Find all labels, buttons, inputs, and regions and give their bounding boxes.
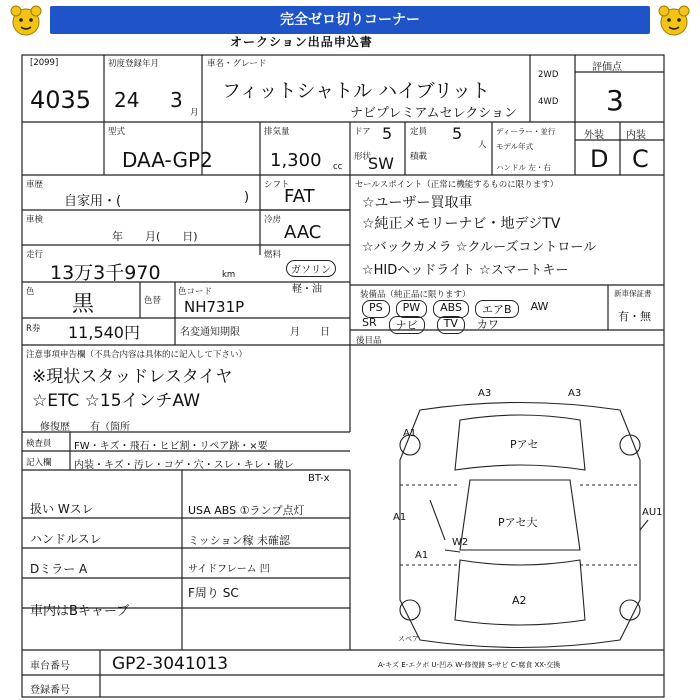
repair-history-label: 修復歴 有（箇所 xyxy=(40,422,130,433)
rear-items-label: 後目品 xyxy=(356,336,382,346)
color-code: NH731P xyxy=(184,298,245,316)
new-warranty-label: 新車保証書 xyxy=(614,289,652,298)
equip-label: 装備品（純正品に限ります） xyxy=(360,290,471,300)
inspector-note-7: ミッション稼 未確認 xyxy=(188,534,291,547)
diagram-mark: A2 xyxy=(512,594,527,607)
inspection-date: 年 月( 日) xyxy=(112,230,198,243)
fuel-gasoline: ガソリン xyxy=(286,260,336,277)
drive-2wd: 2WD xyxy=(538,70,559,80)
fuel-label: 燃料 xyxy=(264,250,282,260)
mileage: 13万3千970 xyxy=(50,262,161,284)
car-grade: ナビプレミアムセレクション xyxy=(350,106,518,121)
displacement-label: 排気量 xyxy=(264,127,290,137)
interior-score: C xyxy=(632,145,649,173)
shift: FAT xyxy=(284,186,315,207)
inspector-label: 検査員 xyxy=(26,439,52,449)
inspector-note-6: USA ABS ①ランプ点灯 xyxy=(188,504,305,517)
interior-label: 内装 xyxy=(626,130,646,141)
inspector-note-9: F周り SC xyxy=(188,586,239,600)
car-name: フィットシャトル ハイブリット xyxy=(222,80,491,102)
check-row-interior: 内装・キズ・汚レ・コゲ・穴・スレ・キレ・破レ xyxy=(74,460,294,471)
inspector-note-8: サイドフレーム 凹 xyxy=(188,564,270,575)
equip-item: エアB xyxy=(475,300,519,318)
ac-label: 冷房 xyxy=(264,215,282,225)
km-unit: km xyxy=(222,270,236,280)
fuel-light-oil: 軽・油 xyxy=(292,284,322,295)
equip-item: PS xyxy=(362,300,390,318)
diagram-mark: AU1 xyxy=(642,507,663,518)
inspector-note-2: ハンドルスレ xyxy=(30,532,102,546)
shape-label: 形状 xyxy=(354,152,372,162)
mileage-label: 走行 xyxy=(26,250,44,260)
shape: SW xyxy=(368,154,394,173)
first-reg-label: 初度登録年月 xyxy=(108,59,160,69)
displacement: 1,300 xyxy=(270,150,322,171)
deadline-value: 月 日 xyxy=(290,327,330,338)
model-label: 型式 xyxy=(108,127,126,137)
first-reg-month: 3 xyxy=(170,88,183,112)
inspector-note-3: Dミラー A xyxy=(30,562,88,576)
ac: AAC xyxy=(284,222,322,243)
banner-title: 完全ゼロ切りコーナー xyxy=(280,12,420,28)
diagram-mark: A1 xyxy=(403,428,417,439)
damage-legend: A-キズ E-エクボ U-凹み W-修復跡 S-サビ C-腐食 XX-交換 xyxy=(378,661,561,669)
capacity: 5 xyxy=(452,124,463,143)
chassis-number: GP2-3041013 xyxy=(112,654,229,674)
equip-item: PW xyxy=(396,300,428,318)
diagram-mark: Pアセ xyxy=(510,438,539,451)
color-change-label: 色替 xyxy=(144,296,162,306)
diagram-mark: スペア xyxy=(398,635,419,643)
sales-point-2: ☆純正メモリーナビ・地デジTV xyxy=(362,216,561,232)
entry-label: 記入欄 xyxy=(26,458,52,468)
note-1: ※現状スタッドレスタイヤ xyxy=(32,367,233,387)
diagram-mark: A1 xyxy=(415,550,429,561)
lot-number: 4035 xyxy=(30,86,92,114)
equip-item: SR xyxy=(362,316,377,329)
inspection-label: 車検 xyxy=(26,215,44,225)
inspector-note-5: BT-x xyxy=(308,473,330,484)
first-reg-year: 24 xyxy=(114,88,140,112)
notes-label: 注意事項申告欄（不具合内容は具体的に記入して下さい） xyxy=(26,350,248,360)
new-warranty-value: 有・無 xyxy=(618,310,651,323)
sales-point-1: ☆ユーザー買取車 xyxy=(362,195,473,211)
score-label: 評価点 xyxy=(592,62,622,73)
diagram-mark: Pアセ大 xyxy=(498,516,538,529)
registration-label: 登録番号 xyxy=(30,685,70,696)
equip-item: ABS xyxy=(433,300,469,318)
shift-label: シフト xyxy=(264,180,290,190)
equip-item: カワ xyxy=(476,318,499,331)
usage: 自家用・( xyxy=(64,194,122,209)
usage-close: ) xyxy=(244,190,250,205)
handle-label: ハンドル 左・右 xyxy=(496,163,551,172)
color: 黒 xyxy=(72,292,95,317)
model: DAA-GP2 xyxy=(122,148,213,172)
form-code: [2099] xyxy=(30,58,59,68)
diagram-mark: A1 xyxy=(393,512,407,523)
sales-point-4: ☆HIDヘッドライト ☆スマートキー xyxy=(362,263,569,278)
model-year-label: モデル年式 xyxy=(496,142,534,151)
load-label: 積載 xyxy=(410,152,428,162)
form-subtitle: オークション出品申込書 xyxy=(230,35,373,49)
color-code-label: 色コード xyxy=(178,287,213,297)
check-row-exterior: FW・キズ・飛石・ヒビ割・リペア跡・×要 xyxy=(74,441,268,452)
car-name-label: 車名・グレード xyxy=(207,59,267,69)
diagram-mark: A3 xyxy=(478,388,492,399)
diagram-mark: A3 xyxy=(568,388,582,399)
sales-point-3: ☆バックカメラ ☆クルーズコントロール xyxy=(362,240,597,255)
capacity-unit: 人 xyxy=(478,140,487,150)
drive-4wd: 4WD xyxy=(538,97,559,107)
chassis-label: 車台番号 xyxy=(30,661,70,672)
door-label: ドア xyxy=(354,127,371,137)
recycle-label: R券 xyxy=(26,324,41,334)
score: 3 xyxy=(606,84,624,117)
inspector-note-1: 扱い Wスレ xyxy=(30,502,94,516)
equip-item: ナビ xyxy=(389,316,425,334)
month-unit: 月 xyxy=(190,108,199,118)
note-2: ☆ETC ☆15インチAW xyxy=(32,391,201,411)
dealer-label: ディーラー・並行 xyxy=(496,127,556,136)
inspector-note-4: 車内はBキャーブ xyxy=(30,604,130,619)
capacity-label: 定員 xyxy=(410,127,428,137)
sales-label: セールスポイント（正常に機能するものに限ります） xyxy=(355,180,559,190)
exterior-score: D xyxy=(590,145,609,173)
cc-unit: cc xyxy=(333,162,343,172)
usage-label: 車歴 xyxy=(26,180,44,190)
equip-item: AW xyxy=(530,300,549,313)
doors: 5 xyxy=(382,124,393,143)
exterior-label: 外装 xyxy=(584,130,604,141)
equip-item: TV xyxy=(437,316,465,334)
color-label: 色 xyxy=(26,287,35,297)
recycle-amount: 11,540円 xyxy=(68,323,140,342)
deadline-label: 名変通知期限 xyxy=(180,327,240,338)
diagram-mark: W2 xyxy=(452,537,469,548)
